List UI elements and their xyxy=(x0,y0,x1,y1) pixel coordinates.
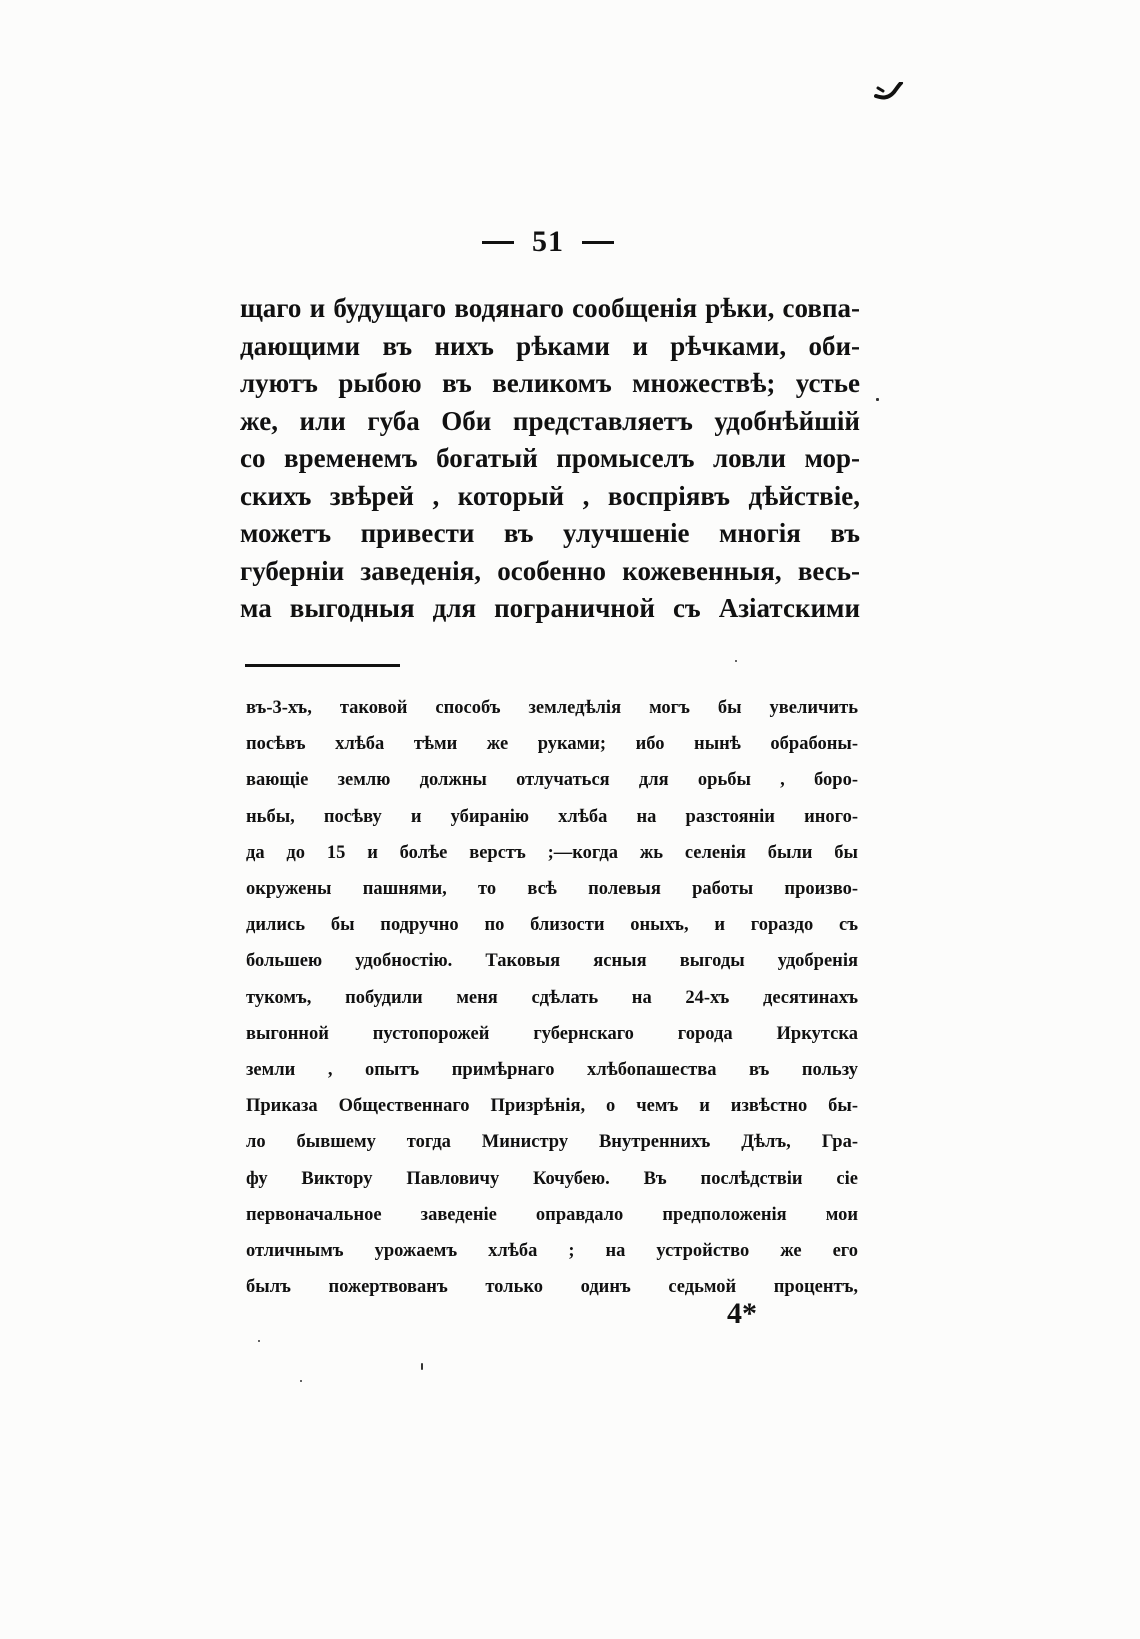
footnote-line: въ-3-хъ, таковой способъ земледѣлія могъ бы увеличить xyxy=(246,698,858,718)
main-line: скихъ звѣрей , который , воспріявъ дѣйствіе, xyxy=(240,480,860,511)
page-number: 51 xyxy=(532,225,564,258)
footnote-line: первоначальное заведеніе оправдало предположенія мои xyxy=(246,1204,858,1225)
footnote-line: Приказа Общественнаго Призрѣнія, о чемъ и извѣстно бы- xyxy=(246,1096,858,1117)
footnote-line: посѣвъ хлѣба тѣми же руками; ибо нынѣ обрабоны- xyxy=(246,734,858,755)
header-dash-right xyxy=(582,241,614,244)
ink-speck xyxy=(876,398,879,401)
ink-speck xyxy=(258,1340,260,1342)
footnote-line: былъ пожертвованъ только одинъ седьмой процентъ, xyxy=(246,1277,858,1298)
footnote-line: земли , опытъ примѣрнаго хлѣбопашества въ пользу xyxy=(246,1060,858,1081)
footnote-line: да до 15 и болѣе верстъ ;—когда жь селенія были бы xyxy=(246,842,858,863)
signature-mark: 4* xyxy=(727,1297,757,1330)
ink-speck xyxy=(300,1380,302,1382)
ink-speck xyxy=(421,1363,423,1370)
main-line: же, или губа Оби представляетъ удобнѣйшій xyxy=(240,405,860,436)
ink-speck xyxy=(735,660,737,662)
main-line: ма выгодныя для пограничной съ Азіатскими xyxy=(240,593,860,623)
main-line: луютъ рыбою въ великомъ множествѣ; устье xyxy=(240,368,860,398)
footnote-line: фу Виктору Павловичу Кочубею. Въ послѣдствіи сіе xyxy=(246,1168,858,1189)
footnote-line: выгонной пустопорожей губернскаго города Иркутска xyxy=(246,1023,858,1044)
footnote-line: окружены пашнями, то всѣ полевыя работы произво- xyxy=(246,879,858,900)
footnote-line: ньбы, посѣву и убиранію хлѣба на разстояніи иного- xyxy=(246,806,858,827)
main-text xyxy=(240,290,860,628)
page-header xyxy=(468,222,628,262)
main-line: дающими въ нихъ рѣками и рѣчками, оби- xyxy=(240,330,860,361)
footnote-line: дились бы подручно по близости оныхъ, и гораздо съ xyxy=(246,915,858,936)
main-line: щаго и будущаго водянаго сообщенія рѣки, совпа- xyxy=(240,293,860,323)
footnote-line: вающіе землю должны отлучаться для орьбы , боро- xyxy=(246,770,858,791)
footnote-line: тукомъ, побудили меня сдѣлать на 24-хъ десятинахъ xyxy=(246,987,858,1008)
footnote xyxy=(246,690,858,1305)
footnote-line: ло бывшему тогда Министру Внутреннихъ Дѣлъ, Гра- xyxy=(246,1132,858,1153)
footnote-rule xyxy=(245,664,400,667)
footnote-line: большею удобностію. Таковыя ясныя выгоды удобренія xyxy=(246,951,858,972)
main-line: можетъ привести въ улучшеніе многія въ xyxy=(240,518,860,548)
main-line: губерніи заведенія, особенно кожевенныя, весь- xyxy=(240,555,860,586)
ink-mark xyxy=(874,82,904,104)
main-line: со временемъ богатый промыселъ ловли мор- xyxy=(240,443,860,473)
footnote-line: отличнымъ урожаемъ хлѣба ; на устройство же его xyxy=(246,1241,858,1262)
header-dash-left xyxy=(482,241,514,244)
